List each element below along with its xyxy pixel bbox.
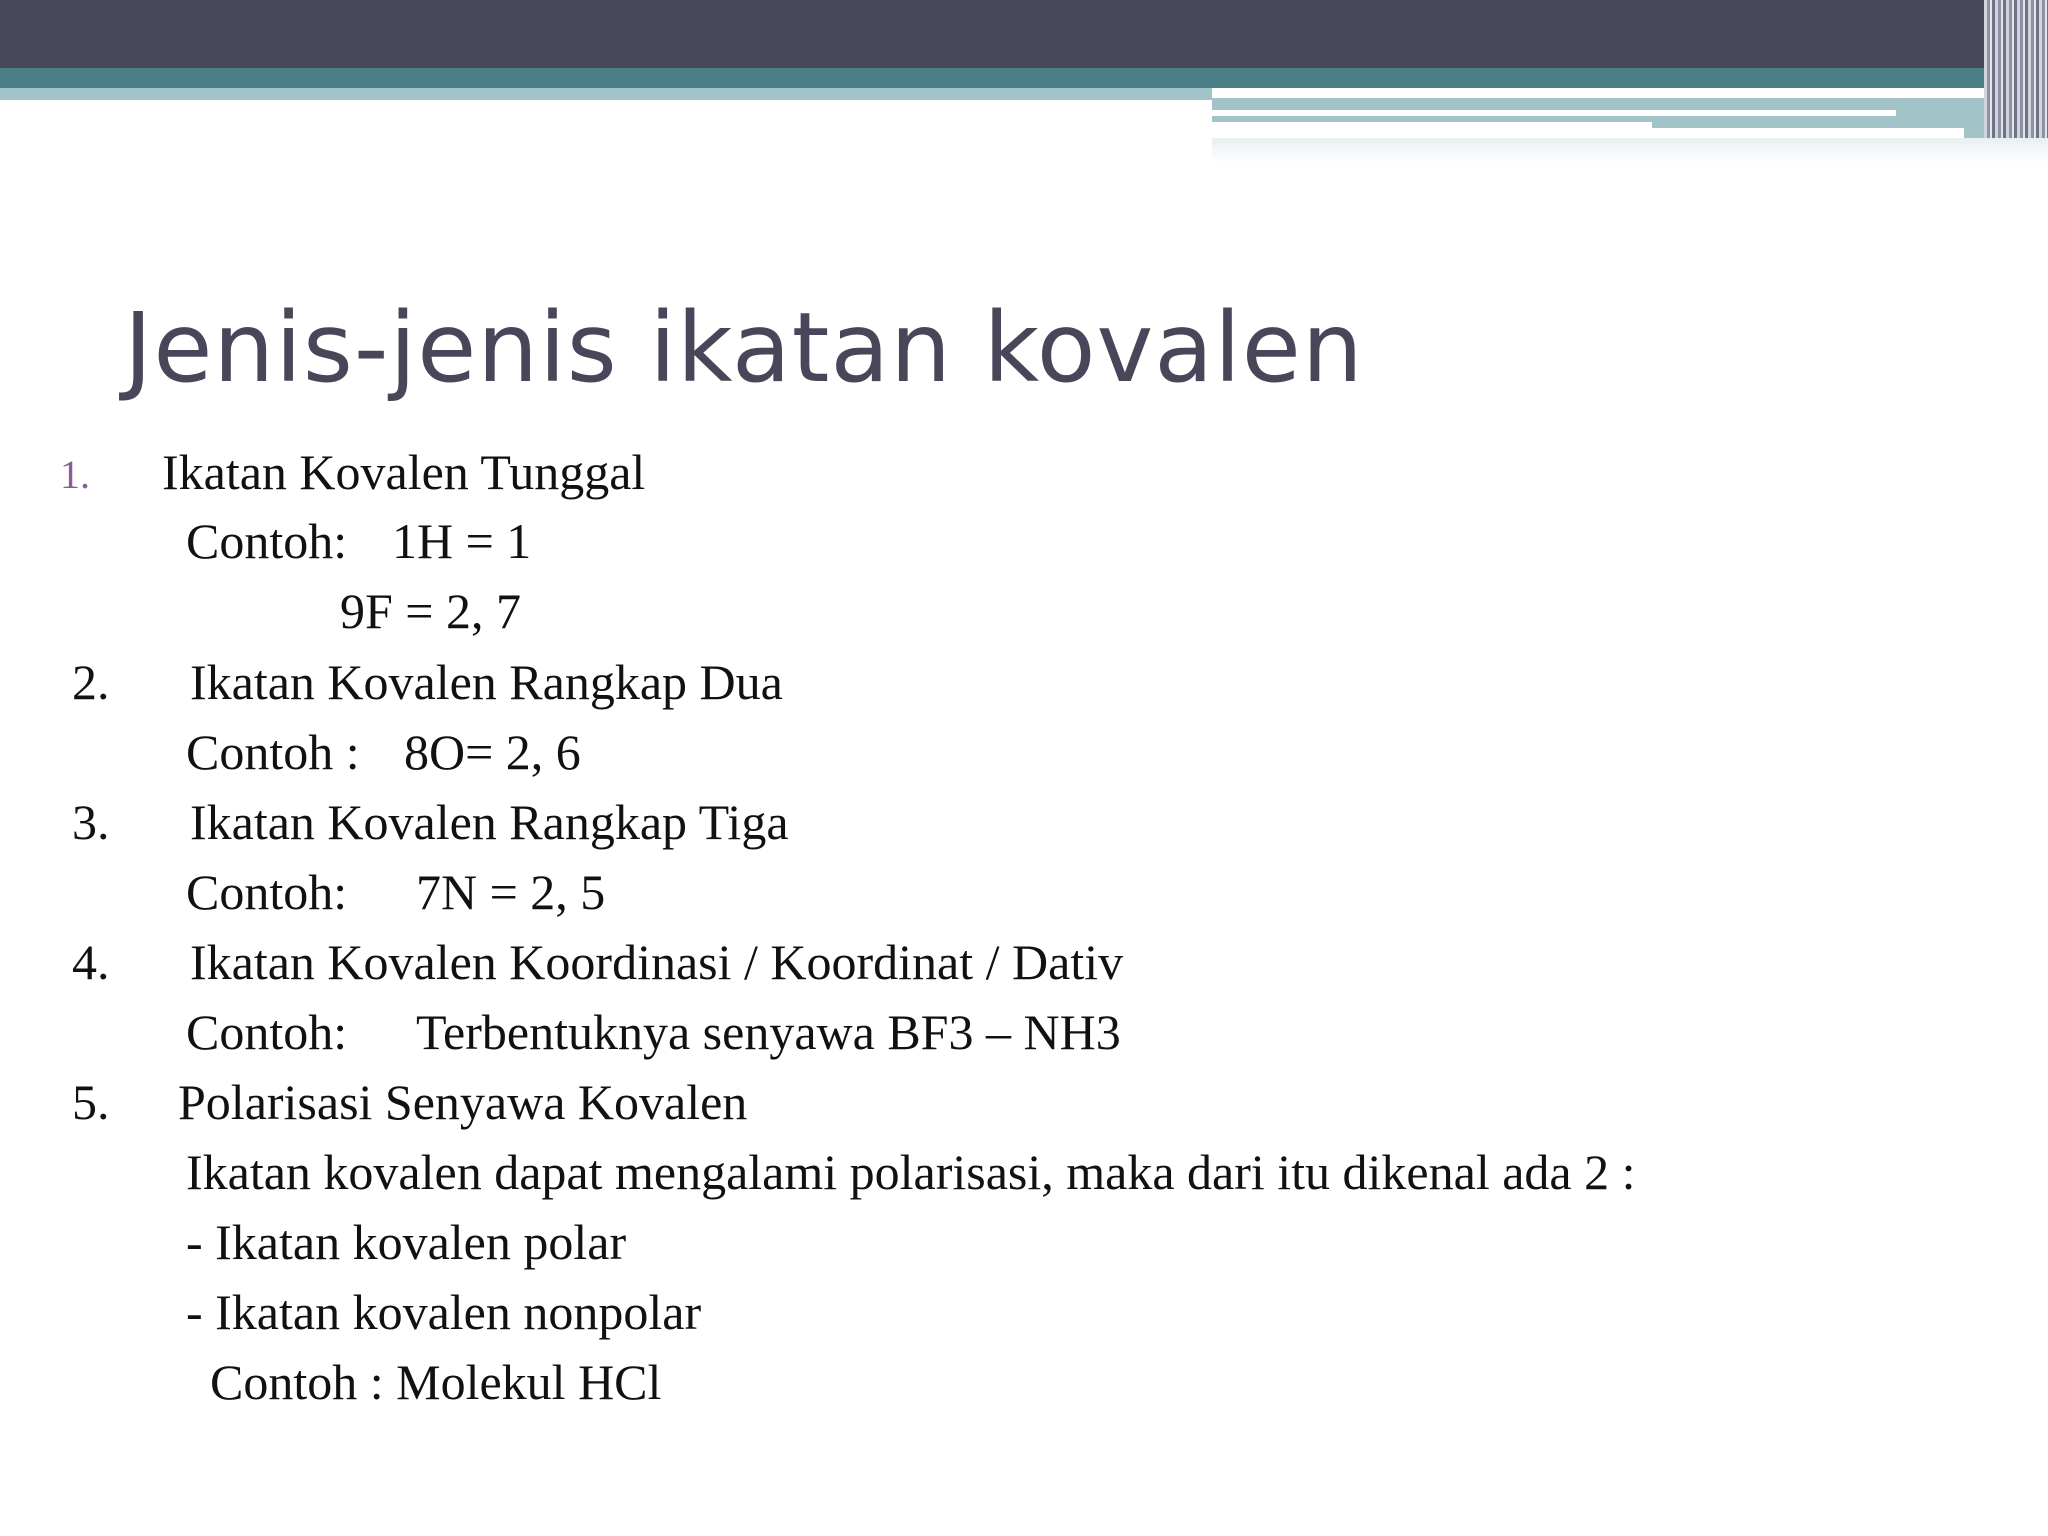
- header-accent-line: [1212, 110, 1896, 116]
- header-bar-dark: [0, 0, 2048, 68]
- item-number: 3.: [72, 794, 110, 850]
- item-label: Ikatan Kovalen Koordinasi / Koordinat / Dativ: [190, 934, 1124, 990]
- example-label: Contoh :: [186, 724, 360, 780]
- item-label: Ikatan Kovalen Rangkap Tiga: [190, 794, 789, 850]
- header-bar-teal: [0, 68, 2048, 88]
- header-edge-stripes: [1984, 0, 2048, 138]
- example-label: Contoh:: [186, 864, 348, 920]
- slide-title: Jenis-jenis ikatan kovalen: [124, 292, 1364, 404]
- example-value: Terbentuknya senyawa BF3 – NH3: [416, 1004, 1121, 1060]
- item-label: Polarisasi Senyawa Kovalen: [178, 1074, 748, 1130]
- item-label: Ikatan Kovalen Tunggal: [162, 444, 646, 500]
- example-text: Contoh : Molekul HCl: [210, 1354, 662, 1410]
- item-label: Ikatan Kovalen Rangkap Dua: [190, 654, 783, 710]
- example-value: 7N = 2, 5: [416, 864, 606, 920]
- item-number: 2.: [72, 654, 110, 710]
- sub-item: - Ikatan kovalen nonpolar: [186, 1284, 702, 1340]
- header-accent-gap: [1212, 122, 1652, 138]
- example-value: 9F = 2, 7: [340, 583, 522, 639]
- sub-item: - Ikatan kovalen polar: [186, 1214, 627, 1270]
- item-number: 5.: [72, 1074, 110, 1130]
- example-label: Contoh:: [186, 513, 348, 569]
- item-number: 1.: [60, 452, 90, 497]
- header-accent-gap-2: [1652, 128, 1964, 138]
- header-bar-light: [0, 88, 1212, 100]
- example-value: 8O= 2, 6: [404, 724, 581, 780]
- item-number: 4.: [72, 934, 110, 990]
- item-description: Ikatan kovalen dapat mengalami polarisasi, maka dari itu dikenal ada 2 :: [186, 1144, 1636, 1200]
- example-label: Contoh:: [186, 1004, 348, 1060]
- header-shadow: [1212, 138, 2048, 164]
- example-value: 1H = 1: [392, 513, 532, 569]
